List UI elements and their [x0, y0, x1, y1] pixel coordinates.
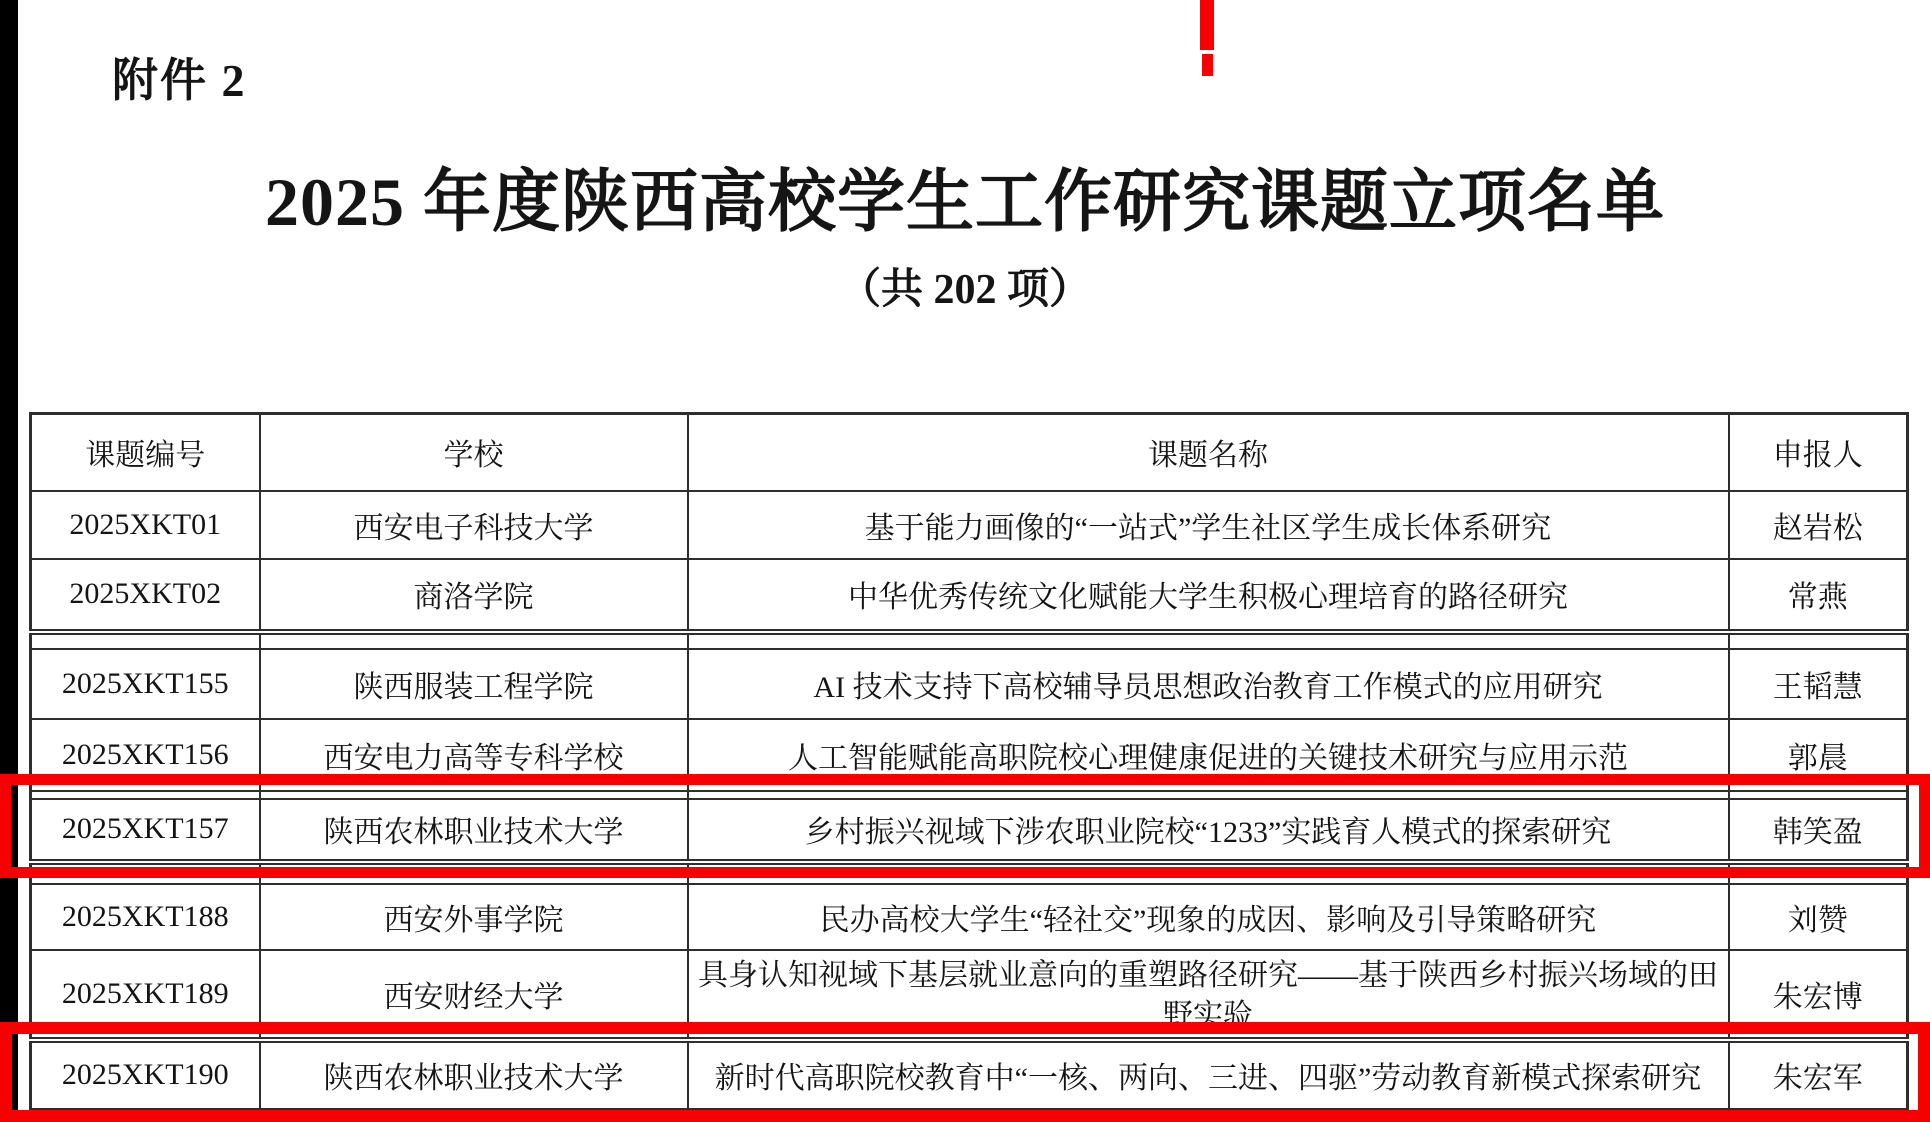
- header-project-id: 课题编号: [31, 414, 260, 491]
- cell-applicant: 朱宏军: [1729, 1040, 1908, 1110]
- table-row: [31, 491, 1908, 559]
- cell-applicant: 赵岩松: [1729, 491, 1908, 559]
- cell-school: 西安电子科技大学: [260, 491, 688, 559]
- cell-project-id: 2025XKT02: [31, 559, 260, 632]
- cell-school: 商洛学院: [260, 559, 688, 632]
- cell-project-title: 民办高校大学生“轻社交”现象的成因、影响及引导策略研究: [688, 884, 1729, 950]
- cell-applicant: 王韬慧: [1729, 649, 1908, 719]
- table-row: [31, 649, 1908, 719]
- cell-project-title: 中华优秀传统文化赋能大学生积极心理培育的路径研究: [688, 559, 1729, 632]
- red-marker-stroke: [1200, 0, 1214, 50]
- header-school: 学校: [260, 414, 688, 491]
- project-table: [29, 412, 1909, 1111]
- cell-school: 西安电力高等专科学校: [260, 719, 688, 791]
- cell-applicant: 刘赞: [1729, 884, 1908, 950]
- table-splice-row: [31, 632, 1908, 649]
- cell-project-title: 基于能力画像的“一站式”学生社区学生成长体系研究: [688, 491, 1729, 559]
- project-title-text: 具身认知视域下基层就业意向的重塑路径研究——基于陕西乡村振兴场域的田野实验: [698, 958, 1718, 1032]
- cell-project-id: 2025XKT157: [31, 799, 260, 862]
- cell-project-title: 新时代高职院校教育中“一核、两向、三进、四驱”劳动教育新模式探索研究: [688, 1040, 1729, 1110]
- cell-project-id: 2025XKT190: [31, 1040, 260, 1110]
- page-title: 2025 年度陕西高校学生工作研究课题立项名单: [264, 164, 1665, 240]
- cell-school: 陕西农林职业技术大学: [260, 1040, 688, 1110]
- highlight-box-xkt157: [0, 774, 1930, 878]
- cell-applicant: 郭晨: [1729, 719, 1908, 791]
- red-marker-stroke: [1202, 54, 1213, 76]
- cell-school: 陕西服装工程学院: [260, 649, 688, 719]
- cell-school: 陕西农林职业技术大学: [260, 799, 688, 862]
- cell-project-title: 乡村振兴视域下涉农职业院校“1233”实践育人模式的探索研究: [688, 799, 1729, 862]
- cell-school: 西安外事学院: [260, 884, 688, 950]
- table-row: [31, 884, 1908, 950]
- highlight-box-xkt190: [0, 1022, 1930, 1122]
- cell-project-title: 人工智能赋能高职院校心理健康促进的关键技术研究与应用示范: [688, 719, 1729, 791]
- cell-applicant: 朱宏博: [1729, 950, 1908, 1040]
- scan-black-strip: [0, 0, 18, 1122]
- header-project-title: 课题名称: [688, 414, 1729, 491]
- cell-applicant: 常燕: [1729, 559, 1908, 632]
- table-row: [31, 559, 1908, 632]
- cell-project-id: 2025XKT156: [31, 719, 260, 791]
- attachment-label: 附件 2: [112, 55, 247, 106]
- cell-project-title: AI 技术支持下高校辅导员思想政治教育工作模式的应用研究: [688, 649, 1729, 719]
- page-subtitle: （共 202 项）: [838, 267, 1091, 313]
- cell-school: 西安财经大学: [260, 950, 688, 1040]
- cell-project-id: 2025XKT188: [31, 884, 260, 950]
- cell-project-id: 2025XKT189: [31, 950, 260, 1040]
- cell-project-id: 2025XKT155: [31, 649, 260, 719]
- header-applicant: 申报人: [1729, 414, 1908, 491]
- table-header-row: [31, 414, 1908, 491]
- cell-project-id: 2025XKT01: [31, 491, 260, 559]
- cell-applicant: 韩笑盈: [1729, 799, 1908, 862]
